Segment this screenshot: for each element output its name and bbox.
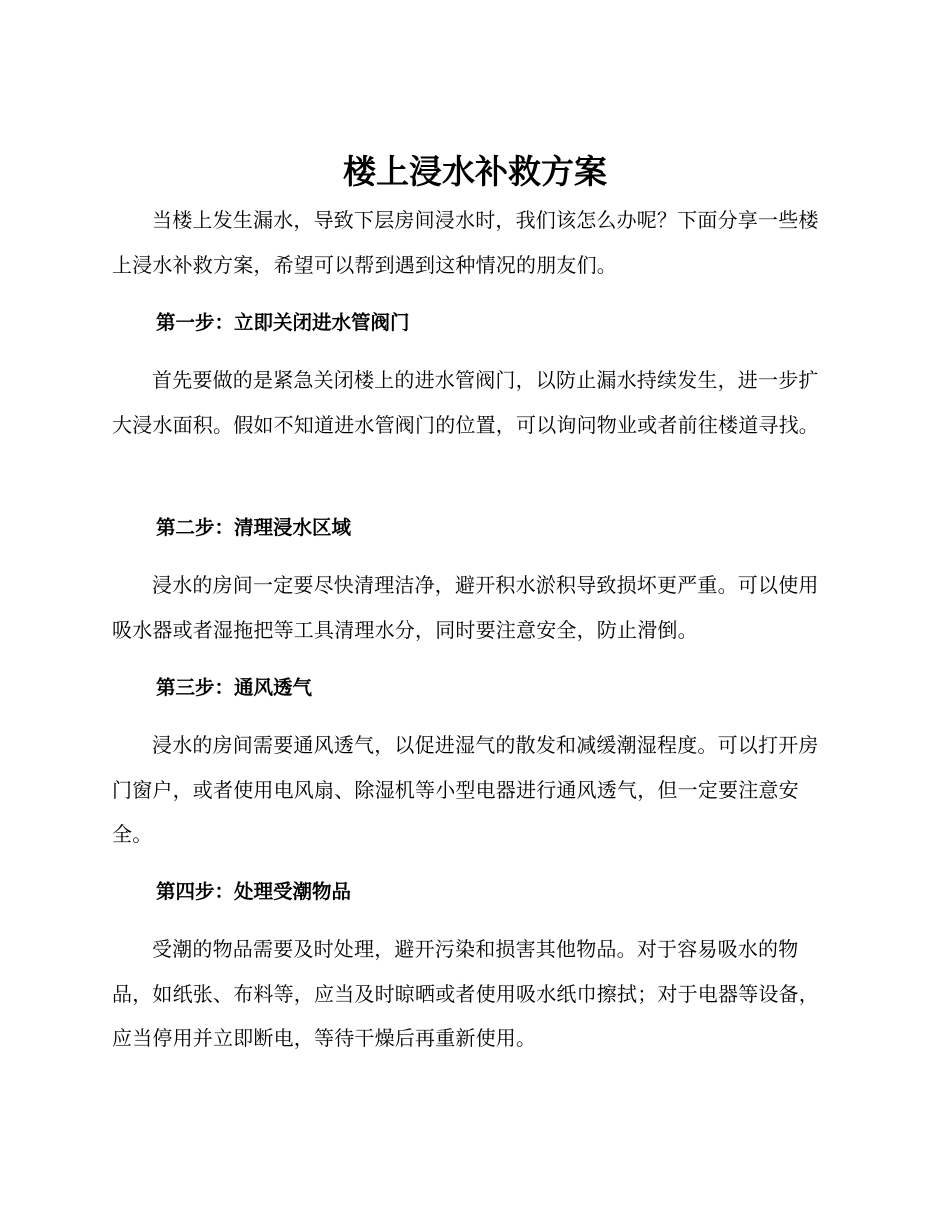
intro-paragraph: 当楼上发生漏水，导致下层房间浸水时，我们该怎么办呢？下面分享一些楼上浸水补救方案，希望可以帮到遇到这种情况的朋友们。 xyxy=(112,208,819,277)
section-body-step-2: 浸水的房间一定要尽快清理洁净，避开积水淤积导致损坏更严重。可以使用吸水器或者湿拖把等工具清理水分，同时要注意安全，防止滑倒。 xyxy=(112,573,819,642)
section-heading-step-3: 第三步：通风透气 xyxy=(156,676,313,699)
section-body-step-4: 受潮的物品需要及时处理，避开污染和损害其他物品。对于容易吸水的物品，如纸张、布料等，应当及时晾晒或者使用吸水纸巾擦拭；对于电器等设备，应当停用并立即断电，等待干燥后再重新使用。 xyxy=(112,937,819,1050)
section-heading-step-2: 第二步：清理浸水区域 xyxy=(156,516,352,539)
document-title: 楼上浸水补救方案 xyxy=(343,152,607,191)
section-heading-step-1: 第一步：立即关闭进水管阀门 xyxy=(156,311,410,334)
section-heading-step-4: 第四步：处理受潮物品 xyxy=(156,880,352,903)
section-body-step-1: 首先要做的是紧急关闭楼上的进水管阀门，以防止漏水持续发生，进一步扩大浸水面积。假如不知道进水管阀门的位置，可以询问物业或者前往楼道寻找。 xyxy=(112,368,819,437)
section-body-step-3: 浸水的房间需要通风透气，以促进湿气的散发和减缓潮湿程度。可以打开房门窗户，或者使用电风扇、除湿机等小型电器进行通风透气，但一定要注意安全。 xyxy=(112,733,819,846)
